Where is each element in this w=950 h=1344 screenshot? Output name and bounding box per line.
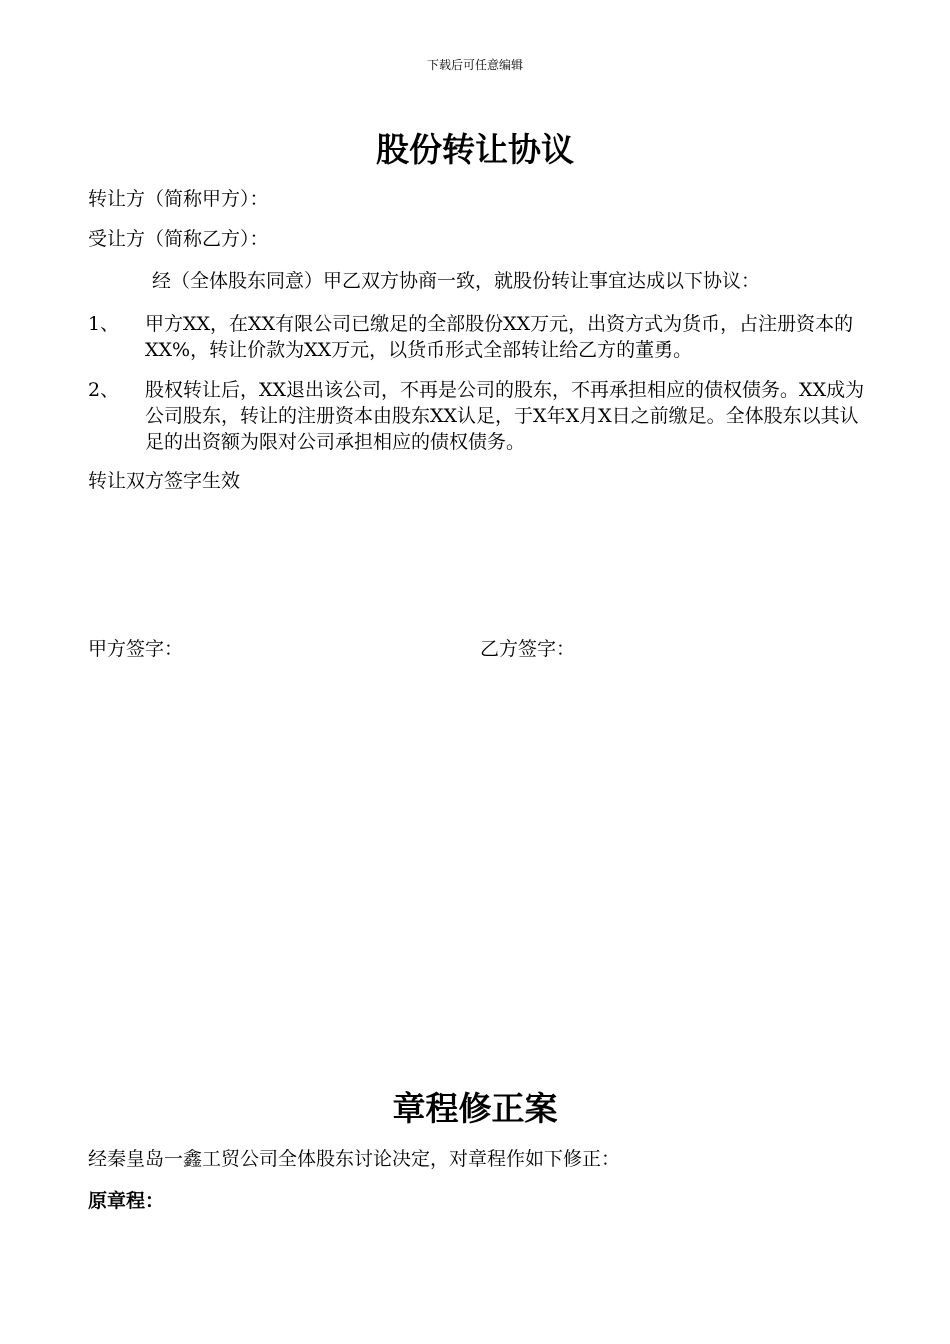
party-a-signature-label: 甲方签字： [88,638,184,660]
transferor-line: 转让方（简称甲方）： [88,188,269,210]
amendment-intro: 经秦皇岛一鑫工贸公司全体股东讨论决定，对章程作如下修正： [88,1148,621,1170]
agreement-title: 股份转让协议 [376,130,574,169]
page-header-note: 下载后可任意编辑 [426,58,523,72]
item-text: 股权转让后，XX退出该公司，不再是公司的股东，不再承担相应的债权债务。XX成为公司股东，转让的注册资本由股东XX认足，于X年X月X日之前缴足。全体股东以其认足的出资额为限对公司承担相应的债权债务。 [145,379,865,453]
effective-line: 转让双方签字生效 [88,470,241,492]
agreement-intro: 经（全体股东同意）甲乙双方协商一致，就股份转让事宜达成以下协议： [152,270,761,292]
item-text: 甲方XX，在XX有限公司已缴足的全部股份XX万元，出资方式为货币，占注册资本的XX%，转让价款为XX万元，以货币形式全部转让给乙方的董勇。 [145,313,854,361]
item-number: 2、 [88,379,120,401]
item-number: 1、 [88,313,120,335]
party-b-signature-label: 乙方签字： [480,638,576,660]
amendment-title: 章程修正案 [392,1089,558,1128]
original-charter-label: 原章程： [88,1190,165,1212]
transferee-line: 受让方（简称乙方）： [88,228,269,250]
